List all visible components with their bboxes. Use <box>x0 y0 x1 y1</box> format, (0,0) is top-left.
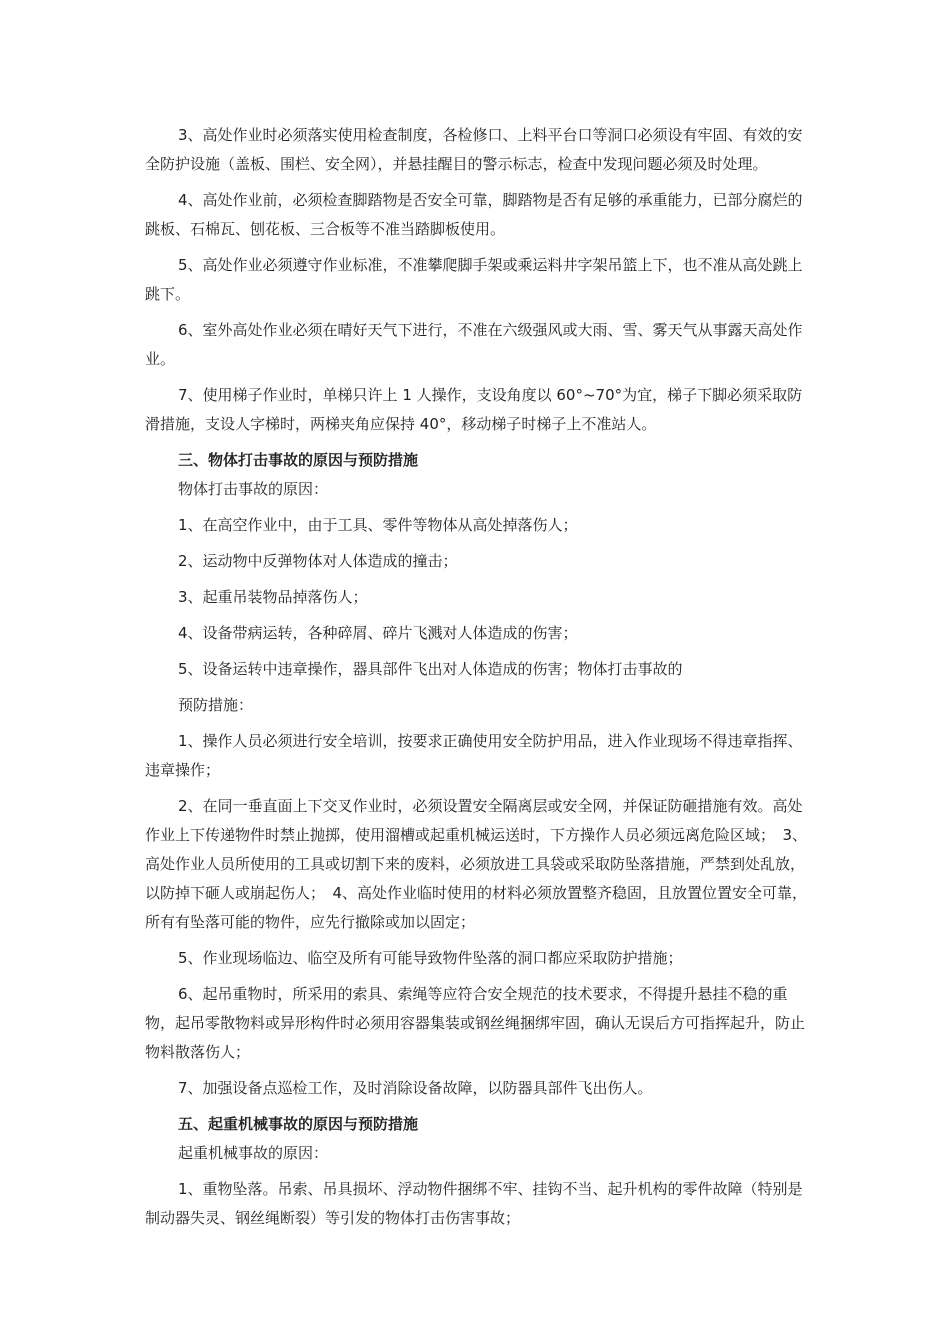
measure-item-2: 2、在同一垂直面上下交叉作业时，必须设置安全隔离层或安全网，并保证防砸措施有效。高处作业上下传递物件时禁止抛掷，使用溜槽或起重机械运送时，下方操作人员必须远离危险区域； 3、高处作业人员所使用的工具或切割下来的废料，必须放进工具袋或采取防坠落措施，严禁到处乱放，以防掉下砸人或崩起伤人； 4、高处作业临时使用的材料必须放置整齐稳固，且放置位置安全可靠，所有有坠落可能的物件，应先行撤除或加以固定； <box>145 797 808 931</box>
measure-item-6: 6、起吊重物时，所采用的索具、索绳等应符合安全规范的技术要求，不得提升悬挂不稳的重物，起吊零散物料或异形构件时必须用容器集装或钢丝绳捆绑牢固，确认无误后方可指挥起升，防止物料散落伤人； <box>145 985 806 1061</box>
section-heading-object-strike: 三、物体打击事故的原因与预防措施 <box>178 451 419 469</box>
paragraph-6: 6、室外高处作业必须在晴好天气下进行，不准在六级强风或大雨、雪、雾天气从事露天高处作业。 <box>145 321 803 368</box>
causes-label-crane: 起重机械事故的原因： <box>178 1144 329 1162</box>
cause-item-5: 5、设备运转中违章操作，器具部件飞出对人体造成的伤害；物体打击事故的 <box>178 660 683 678</box>
document-body <box>145 121 815 1240</box>
measure-item-1: 1、操作人员必须进行安全培训，按要求正确使用安全防护用品，进入作业现场不得违章指挥、违章操作； <box>145 732 803 779</box>
section-heading-crane: 五、起重机械事故的原因与预防措施 <box>178 1115 419 1133</box>
paragraph-7: 7、使用梯子作业时，单梯只许上 1 人操作，支设角度以 60°~70°为宜，梯子下脚必须采取防滑措施，支设人字梯时，两梯夹角应保持 40°，移动梯子时梯子上不准站人。 <box>145 386 803 433</box>
paragraph-3: 3、高处作业时必须落实使用检查制度，各检修口、上料平台口等洞口必须设有牢固、有效的安全防护设施（盖板、围栏、安全网），并悬挂醒目的警示标志，检查中发现问题必须及时处理。 <box>145 126 803 173</box>
measures-label: 预防措施： <box>178 696 254 714</box>
cause-item-3: 3、起重吊装物品掉落伤人； <box>178 588 368 606</box>
measure-item-5: 5、作业现场临边、临空及所有可能导致物件坠落的洞口都应采取防护措施； <box>178 949 683 967</box>
paragraph-5: 5、高处作业必须遵守作业标准，不准攀爬脚手架或乘运料井字架吊篮上下，也不准从高处跳上跳下。 <box>145 256 803 303</box>
measure-item-7: 7、加强设备点巡检工作，及时消除设备故障，以防器具部件飞出伤人。 <box>178 1079 653 1097</box>
cause-item-4: 4、设备带病运转，各种碎屑、碎片飞溅对人体造成的伤害； <box>178 624 578 642</box>
crane-cause-item-1: 1、重物坠落。吊索、吊具损坏、浮动物件捆绑不牢、挂钩不当、起升机构的零件故障（特别是制动器失灵、钢丝绳断裂）等引发的物体打击伤害事故； <box>145 1180 803 1227</box>
cause-item-2: 2、运动物中反弹物体对人体造成的撞击； <box>178 552 458 570</box>
paragraph-4: 4、高处作业前，必须检查脚踏物是否安全可靠，脚踏物是否有足够的承重能力，已部分腐烂的跳板、石棉瓦、刨花板、三合板等不准当踏脚板使用。 <box>145 191 803 238</box>
causes-label-object-strike: 物体打击事故的原因： <box>178 480 329 498</box>
cause-item-1: 1、在高空作业中，由于工具、零件等物体从高处掉落伤人； <box>178 516 578 534</box>
